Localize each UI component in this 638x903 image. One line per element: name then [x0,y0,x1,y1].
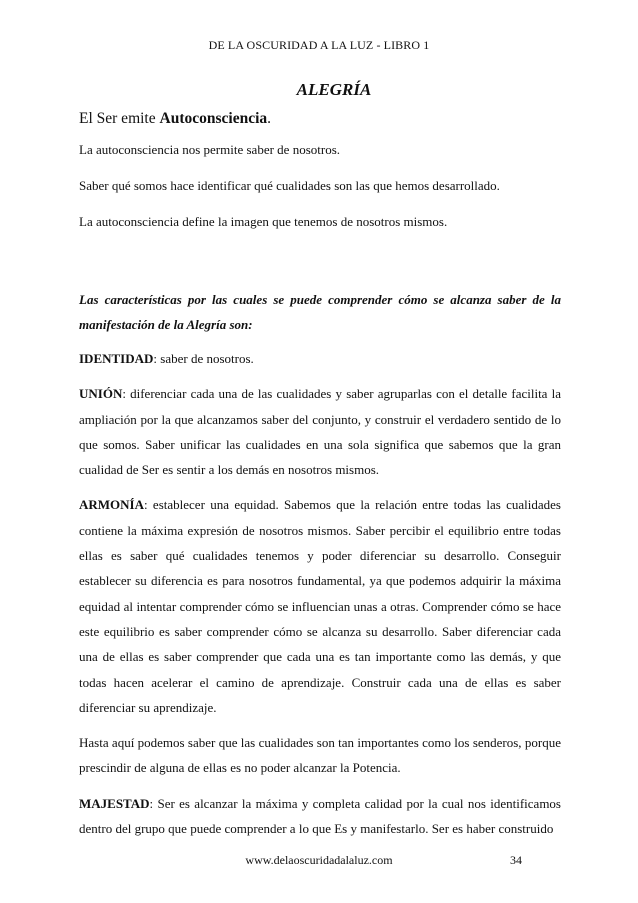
item-armonia [79,492,561,720]
page-header: DE LA OSCURIDAD A LA LUZ - LIBRO 1 [208,38,430,52]
item-union [79,381,561,482]
characteristics-heading: Las características por las cuales se puede comprender cómo se alcanza saber de la manifestación de la Alegría son: [79,292,561,332]
text-union: : diferenciar cada una de las cualidades y saber agruparlas con el detalle facilita la ampliación por la que alcanzamos saber del conjunto, y construir el verdadero sentido de lo que somos. Saber unificar las cualidades en una sola significa que sabemos que la gran cualidad de Ser es sentir a los demás en nosotros mismos. [79,386,561,478]
term-majestad: MAJESTAD [79,795,150,811]
intro-paragraph-2: Saber qué somos hace identificar qué cualidades son las que hemos desarrollado. [79,178,500,193]
term-armonia: ARMONÍA [79,497,144,513]
term-identidad: IDENTIDAD [79,351,154,366]
intro-paragraph-3: La autoconsciencia define la imagen que tenemos de nosotros mismos. [79,214,448,229]
text-armonia: : establecer una equidad. Sabemos que la relación entre todas las cualidades contiene la máxima expresión de nosotros mismos. Saber percibir el equilibrio entre todas ellas es saber qué cualidades tenemos y poder diferenciar su desarrollo. Conseguir establecer su diferencia es para nosotros fundamental, ya que podemos adquirir la máxima equidad al intentar comprender cómo se influencian unas a otras. Comprender cómo se hace este equilibrio es saber comprender cómo se alcanza su desarrollo. Saber diferenciar cada una de ellas es saber comprender que cada una es tan importante como las demás, y que todas hacen acelerar el camino de aprendizaje. Construir cada una de ellas es saber diferenciar su aprendizaje. [79,497,561,715]
text-identidad: : saber de nosotros. [153,351,254,366]
page-body [79,108,561,851]
text-majestad: : Ser es alcanzar la máxima y completa calidad por la cual nos identificamos dentro del grupo que puede comprender a lo que Es y manifestarlo. Ser es haber construido [79,795,561,837]
lead-bold-term: Autoconsciencia [159,110,268,127]
item-identidad [79,346,561,371]
intro-paragraph-1: La autoconsciencia nos permite saber de nosotros. [79,142,340,157]
item-majestad [79,791,561,842]
page-number: 34 [510,853,522,867]
paragraph-hasta-aqui: Hasta aquí podemos saber que las cualidades son tan importantes como los senderos, porque prescindir de alguna de ellas es no poder alcanzar la Potencia. [79,735,561,776]
lead-paragraph [79,108,561,129]
lead-suffix: . [267,110,272,127]
lead-prefix: El Ser emite [79,110,160,127]
term-union: UNIÓN [79,386,123,402]
spacer [79,247,561,287]
page-title: ALEGRÍA [296,80,372,99]
footer-url: www.delaoscuridadalaluz.com [245,853,393,867]
